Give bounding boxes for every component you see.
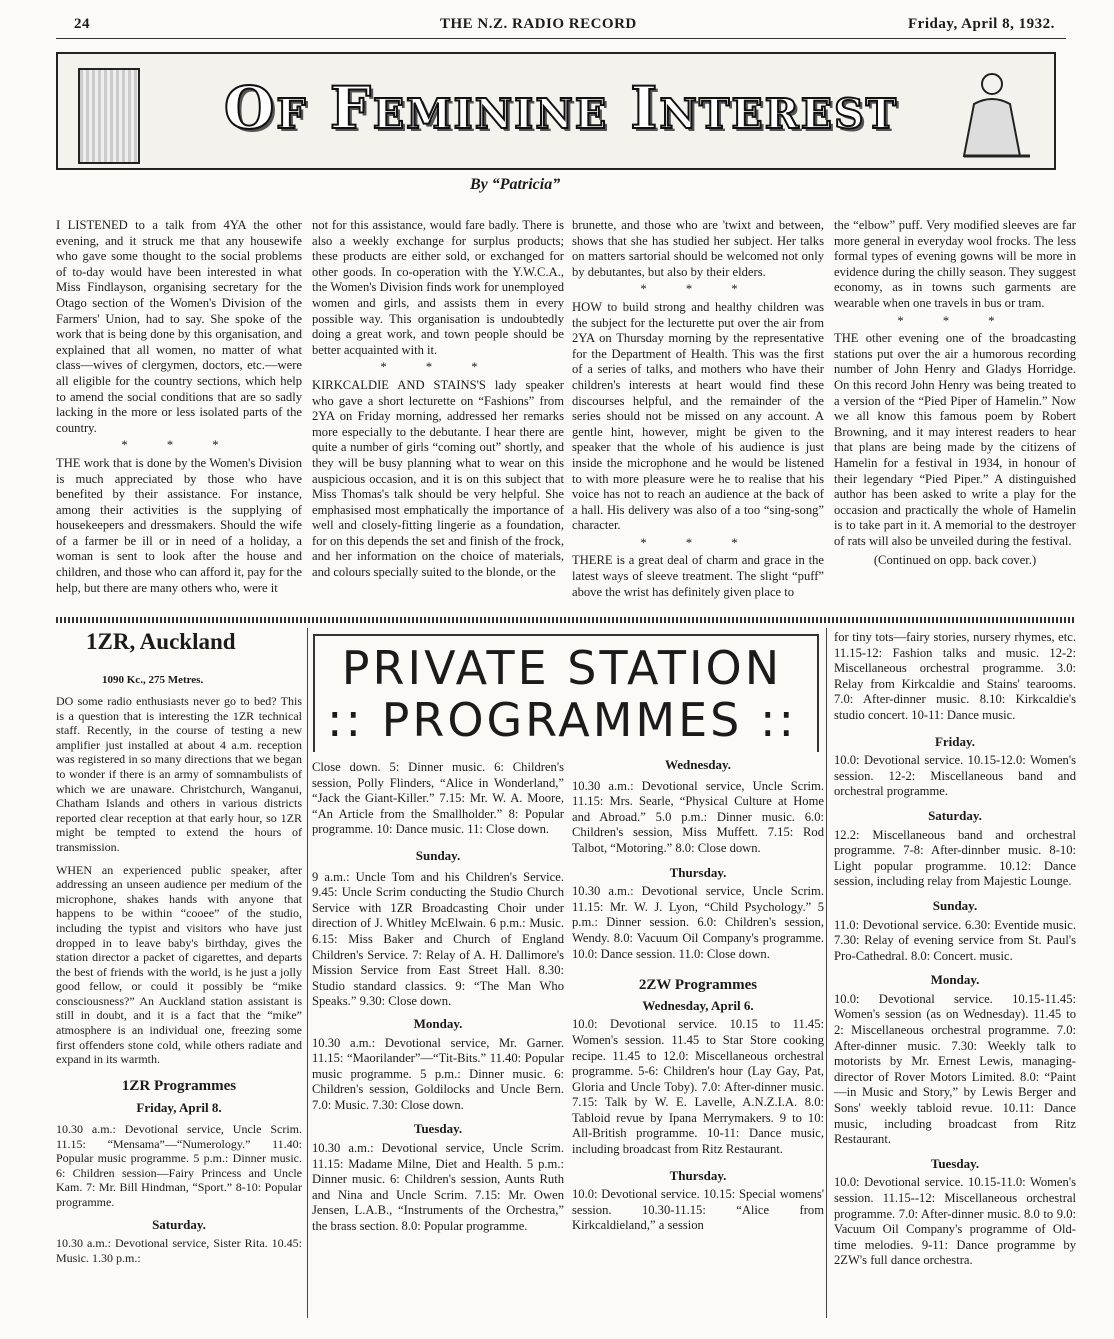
izr-friday-listing: 10.30 a.m.: Devotional service, Uncle Scrim. 11.15: “Mensama”—“Numerology.” 11.40: Popular music programme. 5 p.m.: Dinner music. 6: Children session—Fairy Princess and Uncle Kam. 7: Mr. Bill Hindman, “Sport.” 8-10: Popular programme.	[56, 1122, 302, 1209]
banner-title: Of Feminine Interest	[223, 74, 899, 142]
byline: By “Patricia”	[470, 176, 561, 193]
private-column-c	[834, 630, 1076, 1269]
article-paragraph: the “elbow” puff. Very modified sleeves are far more general in everyday wool frocks. The less formal types of evening gowns will be more in evidence during the chilly season. They suggest economy, as in towns such garments are wearable when one travels in bus or tram.	[834, 218, 1076, 310]
programme-listing: 10.0: Devotional service. 10.15 to 11.45: Women's session. 11.45 to Star Store cooking recipe. 11.45 to 12.0: Miscellaneous orchestral programme. 5-6: Children's hour (Lay Gay, Pat, Gloria and Uncle Toby). 7.0: After-dinner music. 7.15: Talk by W. E. Lavelle, A.N.Z.I.A. 8.0: Tabloid revue by Ipana Merrymakers. 9 to 10: All-British programme. 10-11: Dance music, including broadcast from Ritz Restaurant.	[572, 1017, 824, 1157]
programme-listing: 9 a.m.: Uncle Tom and his Children's Service. 9.45: Uncle Scrim conducting the Studio Church Service with 1ZR Broadcasting Choir under direction of J. Whitley McElwain. 6 p.m.: Music. 6.15: Miss Baker and Church of England Children's Service. 7: Relay of A. H. Dallimore's Mission Service from East Street Hall. 8.30: Studio standard classics. 9: “The Man Who Speaks.” 9.30: Close down.	[312, 869, 564, 1009]
day-heading: Thursday.	[669, 1167, 727, 1183]
day-heading: Saturday.	[928, 807, 982, 823]
article-paragraph: THERE is a great deal of charm and grace in the latest ways of sleeve treatment. The slight “puff” above the wrist has definitely given place to	[572, 553, 824, 599]
private-column-a	[312, 760, 564, 1235]
izr-column	[56, 694, 302, 1265]
section-divider	[56, 617, 1076, 623]
programme-listing: 10.0: Devotional service. 10.15-12.0: Women's session. 12-2: Miscellaneous band and orchestral programme.	[834, 753, 1076, 799]
izr-saturday-listing: 10.30 a.m.: Devotional service, Sister Rita. 10.45: Music. 1.30 p.m.:	[56, 1236, 302, 1265]
izr-programmes-heading: 1ZR Programmes	[121, 1077, 237, 1094]
header-rule	[56, 38, 1066, 39]
article-paragraph: I LISTENED to a talk from 4YA the other evening, and it struck me that any housewife who gave some thought to the social problems of to-day would have been interested in what Miss Findlayson, organising secretary for the Otago section of the Women's Division of the Farmers' Union, had to say. She spoke of the work that is being done by this organisation, and explained that all women, no matter of what class—wives of clergymen, doctors, etc.—were all eligible for the country sections, which help to amend the social conditions that are so sadly lacking in the more or less isolated parts of the country.	[56, 218, 302, 435]
article-column-2	[312, 218, 564, 581]
private-station-title	[322, 642, 802, 746]
publication-title: THE N.Z. RADIO RECORD	[440, 16, 637, 32]
programme-listing: 10.30 a.m.: Devotional service, Uncle Scrim. 11.15: Madame Milne, Diet and Health. 5 p.m.: Dinner music. 6: Children's session, Aunts Ruth and Nina and Uncle Scrim. 7.15: Mr. Owen Jensen, L.A.B., “Instruments of the Orchestra,” the brass section. 8.0: Popular programme.	[312, 1141, 564, 1234]
izr-friday-heading: Friday, April 8.	[136, 1100, 222, 1116]
article-paragraph: brunette, and those who are 'twixt and between, shows that she has studied her subject. Her talks on matters sartorial should be welcomed not only by debutantes, but also by their elders.	[572, 218, 824, 279]
article-paragraph: not for this assistance, would fare badly. There is also a weekly exchange for surplus products; these products are either sold, or exchanged for other goods. In co-operation with the Y.W.C.A., the Women's Division finds work for unemployed women and girls, and assists them in every possible way. This organisation is undoubtedly doing a great work, and town people should be better acquainted with it.	[312, 218, 564, 357]
issue-date: Friday, April 8, 1932.	[908, 16, 1055, 32]
section-stars: * * *	[640, 282, 756, 297]
programme-listing: 12.2: Miscellaneous band and orchestral programme. 7-8: After-dinnber music. 8-10: Light popular programme. 10.12: Dance session, including relay from Majestic Lounge.	[834, 827, 1076, 889]
article-paragraph: KIRKCALDIE AND STAINS'S lady speaker who gave a short lecturette on “Fashions” from 2YA on Friday morning, addressed her remarks more especially to the debutante. I hear there are quite a number of girls “coming out” shortly, and they will be busy planning what to wear on this auspicious occasion, and it is on this subject that Miss Thomas's talk should be very helpful. She emphasised most emphatically the importance of well and closely-fitting lingerie as a foundation, for on this depends the set and finish of the frock, and her information on the choice of materials, and colours specially suited to the blonde, or the	[312, 377, 564, 580]
column-divider	[307, 628, 308, 1318]
article-column-1	[56, 218, 302, 596]
day-heading: Monday.	[930, 972, 980, 988]
seated-lady-illustration	[944, 64, 1040, 164]
article-paragraph: HOW to build strong and healthy children was the subject for the lecturette put over the air from 2YA on Thursday morning by the representative for the Department of Health. This was the first of a series of talks, and mothers who have their children's interests at heart would find these discourses helpful, and the remainder of the series should not be missed on any account. A gentle hint, however, might be given to the speaker that the whole of his audience is just inside the microphone and he would be listened to with more pleasure were he to realise that his voice has not to reach an audience at the back of a hall. His delivery was also of a too “sing-song” character.	[572, 299, 824, 533]
section-stars: * * *	[121, 438, 237, 453]
izr-paragraph: WHEN an experienced public speaker, after addressing an unseen audience per medium of the microphone, shakes hands with anyone that happens to be within “cooee” of the studio, including the typist and visitors who have just dropped in to leave baby's birthday, gives the station director a packet of cigarettes, and departs the best of friends with the world, is he just a jolly good fellow, or could it possibly be “mike consciousness?” An Auckland station assistant is still in doubt, and it is a fact that the “mike” atmosphere is an individual one, freezing some first offenders stone cold, while others radiate and expand in its warmth.	[56, 862, 302, 1067]
column-divider	[826, 628, 827, 1318]
feminine-interest-banner	[56, 52, 1056, 170]
article-paragraph: THE work that is done by the Women's Division is much appreciated by those who have benefited by their assistance. For instance, among their activities is the supplying of housekeepers and dressmakers. Should the wife of a farmer be ill or in need of a holiday, a woman is sent to look after the house and children, and those who can afford it, pay for the help, but there are many others who, were it	[56, 455, 302, 595]
section-stars: * * *	[897, 313, 1013, 328]
title-line-2: :: PROGRAMMES ::	[327, 693, 797, 747]
continued-note: (Continued on opp. back cover.)	[873, 553, 1037, 568]
radio-set-illustration	[78, 68, 140, 164]
programme-listing: 10.30 a.m.: Devotional service, Uncle Scrim. 11.15: Mrs. Searle, “Physical Culture at Home and Abroad.” 5.0 p.m.: Dinner music. 6.0: Children's session, Miss Muffett. 7.15: Rod Talbot, “Motoring.” 8.0: Close down.	[572, 778, 824, 855]
article-paragraph: THE other evening one of the broadcasting stations put over the air a humorous recording number of John Henry and Gladys Horridge. On this record John Henry was being treated to a version of the “Pied Piper of Hamelin.” Now we all know this famous poem by Robert Browning, and it may interest readers to hear that plans are being made by the citizens of Hamelin for a festival in 1934, in honour of their legendary “Pied Piper.” A distinguished author has been asked to write a play for the occasion and practically the whole of Hamelin is to take part in it. A memorial to the destroyer of rats will also be unveiled during the festival.	[834, 331, 1076, 548]
programme-listing: 10.30 a.m.: Devotional service, Mr. Garner. 11.15: “Maorilander”—“Tit-Bits.” 11.40: Popular music programme. 5 p.m.: Dinner music. 6: Children's session, Goldilocks and Uncle Bern. 7.0: Music. 7.30: Close down.	[312, 1035, 564, 1112]
programme-listing: 10.0: Devotional service. 10.15-11.45: Women's session (as on Wednesday). 11.45 to 2: Miscellaneous orchestral programme. 7.0: After-dinner music. 7.30: Weekly talk to motorists by Mr. Ernest Lewis, managing-director of Rover Motors Limited. 8.0: “Paint—in Music and Story,” by Lewis Berger and Sons' weekly tabloid revue. 10.11: Dance music, including broadcast from Ritz Restaurant.	[834, 991, 1076, 1147]
day-heading: Friday.	[934, 733, 976, 749]
article-column-3	[572, 218, 824, 600]
izr-paragraph: DO some radio enthusiasts never go to bed? This is a question that is interesting the 1ZR technical staff. Recently, in the course of testing a new amplifier just installed at about 4 a.m. reception was registered in so many directions that we began to wonder if there is an army of somnambulists of which we are unaware. Christchurch, Wanganui, Chatham Islands and others in various districts reported clear reception at that early hour, so 1ZR might be tempted to extend the hours of transmission.	[56, 694, 302, 854]
day-heading: Thursday.	[669, 864, 727, 880]
programme-listing: 10.0: Devotional service. 10.15-11.0: Women's session. 11.15--12: Miscellaneous orchestral programme. 7.0: After-dinner music. 8.0 to 9.0: Vacuum Oil Company's programme of Old-time melodies. 9-11: Dance programme by 2ZW's full dance orchestra.	[834, 1175, 1076, 1268]
izr-heading: 1ZR, Auckland	[86, 629, 236, 654]
article-column-4	[834, 218, 1076, 569]
izr-frequency: 1090 Kc., 275 Metres.	[102, 674, 204, 686]
private-column-b	[572, 757, 824, 1234]
zw-programmes-heading: 2ZW Programmes	[638, 977, 758, 994]
section-stars: * * *	[380, 360, 496, 375]
programme-listing: 10.0: Devotional service. 10.15: Special womens' session. 10.30-11.15: “Alice from Kirkcaldieland,” a session	[572, 1187, 824, 1233]
programme-listing: for tiny tots—fairy stories, nursery rhymes, etc. 11.15-12: Fashion talks and music. 12-2: Miscellaneous orchestral programme. 3.0: Relay from Kirkcaldie and Stains' tearooms. 7.0: After-dinner music. 8.10: Kirkcaldie's studio concert. 10-11: Dance music.	[834, 630, 1076, 722]
izr-saturday-heading: Saturday.	[152, 1216, 206, 1232]
section-stars: * * *	[640, 535, 756, 550]
day-heading: Monday.	[413, 1015, 463, 1031]
day-heading: Wednesday.	[664, 757, 732, 772]
programme-listing: 10.30 a.m.: Devotional service, Uncle Scrim. 11.15: Mr. W. J. Lyon, “Child Psychology.” 5 p.m.: Dinner session. 6.0: Children's session, Wendy. 8.0: Vacuum Oil Company's programme. 10.0: Dance session. 11.0: Close down.	[572, 884, 824, 961]
programme-listing: 11.0: Devotional service. 6.30: Eventide music. 7.30: Relay of evening service from St. Paul's Pro-Cathedral. 8.0: Concert. music.	[834, 917, 1076, 963]
day-heading: Wednesday, April 6.	[642, 997, 754, 1013]
programme-listing: Close down. 5: Dinner music. 6: Children's session, Polly Flinders, “Alice in Wonderland,” “Jack the Giant-Killer.” 7.15: Mr. W. A. Moore, “An Article from the Smallholder.” 8: Popular programme. 10: Dance music. 11: Close down.	[312, 760, 564, 837]
page-number: 24	[74, 16, 90, 32]
title-line-1: PRIVATE STATION	[341, 641, 783, 695]
day-heading: Sunday.	[932, 897, 978, 913]
day-heading: Sunday.	[415, 847, 461, 863]
day-heading: Tuesday.	[930, 1155, 980, 1171]
day-heading: Tuesday.	[413, 1121, 463, 1137]
